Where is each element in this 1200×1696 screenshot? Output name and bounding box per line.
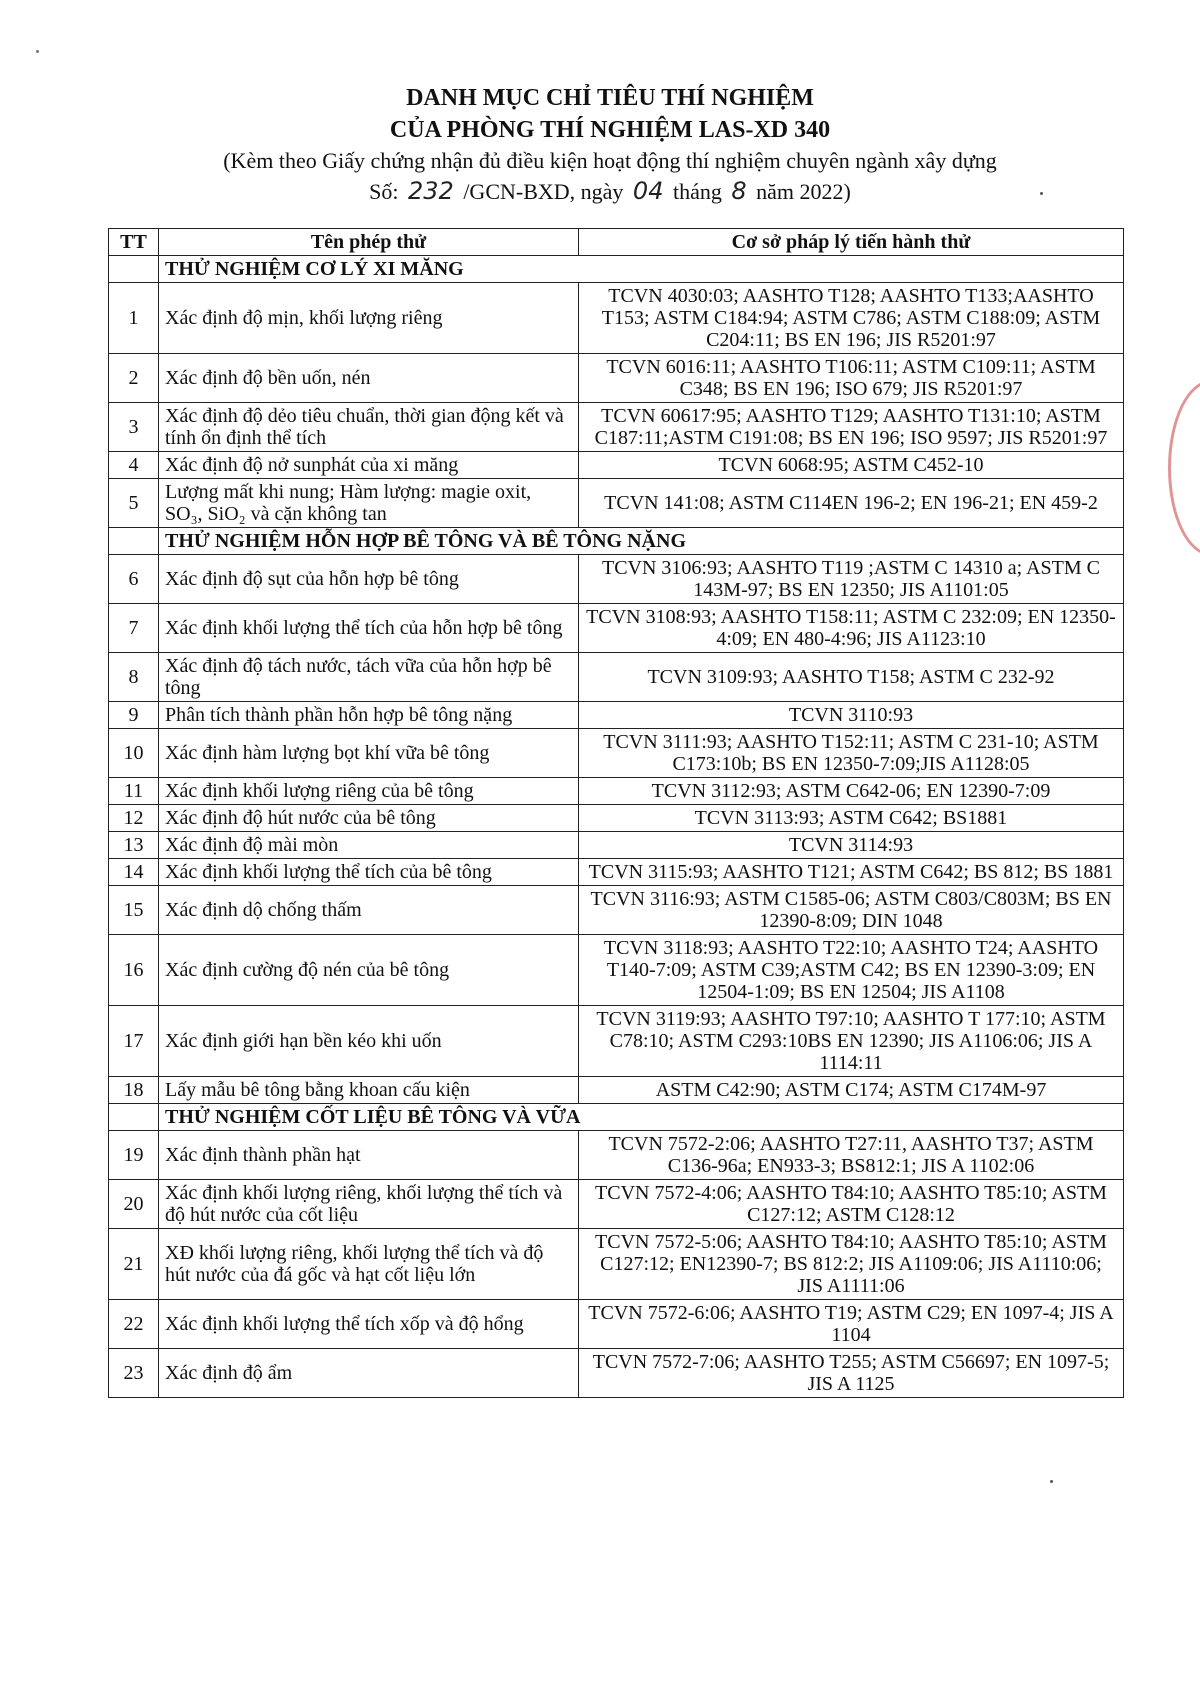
- row-number: 9: [109, 702, 159, 729]
- table-row: [109, 555, 1124, 604]
- row-number: 10: [109, 729, 159, 778]
- test-name: Xác định độ tách nước, tách vữa của hỗn hợp bê tông: [159, 653, 579, 702]
- row-number: 15: [109, 886, 159, 935]
- section-row: [109, 528, 1124, 555]
- row-number: 7: [109, 604, 159, 653]
- table-row: [109, 859, 1124, 886]
- legal-basis: TCVN 3119:93; AASHTO T97:10; AASHTO T 177:10; ASTM C78:10; ASTM C293:10BS EN 12390; JIS A1106:06; JIS A 1114:11: [579, 1006, 1124, 1077]
- document-title-line1: DANH MỤC CHỈ TIÊU THÍ NGHIỆM: [406, 85, 814, 111]
- legal-basis: TCVN 141:08; ASTM C114EN 196-2; EN 196-21; EN 459-2: [579, 479, 1124, 528]
- legal-basis: TCVN 3109:93; AASHTO T158; ASTM C 232-92: [579, 653, 1124, 702]
- test-name: Xác định khối lượng riêng của bê tông: [159, 778, 579, 805]
- row-number: 17: [109, 1006, 159, 1077]
- legal-basis: TCVN 3106:93; AASHTO T119 ;ASTM C 14310 a; ASTM C 143M-97; BS EN 12350; JIS A1101:05: [579, 555, 1124, 604]
- row-number: 4: [109, 452, 159, 479]
- table-row: [109, 1180, 1124, 1229]
- legal-basis: ASTM C42:90; ASTM C174; ASTM C174M-97: [579, 1077, 1124, 1104]
- day-handwritten: 04: [632, 177, 664, 205]
- header-test-name: Tên phép thử: [159, 229, 579, 256]
- table-row: [109, 935, 1124, 1006]
- so-label: Số:: [369, 179, 399, 204]
- table-row: [109, 1131, 1124, 1180]
- table-row: [109, 452, 1124, 479]
- so-suffix: /GCN-BXD, ngày: [463, 179, 624, 204]
- test-name: Xác định cường độ nén của bê tông: [159, 935, 579, 1006]
- row-number: 1: [109, 283, 159, 354]
- nam-label: năm 2022): [756, 179, 851, 204]
- legal-basis: TCVN 3118:93; AASHTO T22:10; AASHTO T24; AASHTO T140-7:09; ASTM C39;ASTM C42; BS EN 12390-3:09; EN 12504-1:09; BS EN 12504; JIS A1108: [579, 935, 1124, 1006]
- legal-basis: TCVN 7572-7:06; AASHTO T255; ASTM C56697; EN 1097-5; JIS A 1125: [579, 1349, 1124, 1398]
- row-number: 13: [109, 832, 159, 859]
- legal-basis: TCVN 60617:95; AASHTO T129; AASHTO T131:10; ASTM C187:11;ASTM C191:08; BS EN 196; ISO 9597; JIS R5201:97: [579, 403, 1124, 452]
- section-tt-cell: [109, 256, 159, 283]
- table-row: [109, 283, 1124, 354]
- test-name: Xác định hàm lượng bọt khí vữa bê tông: [159, 729, 579, 778]
- test-name: Xác định độ mài mòn: [159, 832, 579, 859]
- test-catalog-table: [108, 228, 1124, 1398]
- legal-basis: TCVN 4030:03; AASHTO T128; AASHTO T133;AASHTO T153; ASTM C184:94; ASTM C786; ASTM C188:09; ASTM C204:11; BS EN 196; JIS R5201:97: [579, 283, 1124, 354]
- table-row: [109, 886, 1124, 935]
- legal-basis: TCVN 6016:11; AASHTO T106:11; ASTM C109:11; ASTM C348; BS EN 196; ISO 679; JIS R5201:97: [579, 354, 1124, 403]
- legal-basis: TCVN 6068:95; ASTM C452-10: [579, 452, 1124, 479]
- header-tt: TT: [109, 229, 159, 256]
- test-name: XĐ khối lượng riêng, khối lượng thể tích và độ hút nước của đá gốc và hạt cốt liệu lớn: [159, 1229, 579, 1300]
- row-number: 8: [109, 653, 159, 702]
- row-number: 19: [109, 1131, 159, 1180]
- table-row: [109, 653, 1124, 702]
- table-row: [109, 1077, 1124, 1104]
- table-row: [109, 403, 1124, 452]
- row-number: 6: [109, 555, 159, 604]
- legal-basis: TCVN 3111:93; AASHTO T152:11; ASTM C 231-10; ASTM C173:10b; BS EN 12350-7:09;JIS A1128:05: [579, 729, 1124, 778]
- row-number: 3: [109, 403, 159, 452]
- test-name: Xác định độ hút nước của bê tông: [159, 805, 579, 832]
- table-row: [109, 1300, 1124, 1349]
- table-row: [109, 354, 1124, 403]
- test-name: Lấy mẫu bê tông bằng khoan cấu kiện: [159, 1077, 579, 1104]
- header-legal-basis: Cơ sở pháp lý tiến hành thử: [579, 229, 1124, 256]
- test-name: Phân tích thành phần hỗn hợp bê tông nặng: [159, 702, 579, 729]
- document-header: [110, 82, 1110, 207]
- test-name: Xác định khối lượng riêng, khối lượng thể tích và độ hút nước của cốt liệu: [159, 1180, 579, 1229]
- row-number: 21: [109, 1229, 159, 1300]
- test-name: Xác định thành phần hạt: [159, 1131, 579, 1180]
- table-row: [109, 1349, 1124, 1398]
- row-number: 2: [109, 354, 159, 403]
- table-row: [109, 1229, 1124, 1300]
- table-row: [109, 479, 1124, 528]
- table-row: [109, 729, 1124, 778]
- test-name: Xác định độ ẩm: [159, 1349, 579, 1398]
- section-title: THỬ NGHIỆM CỐT LIỆU BÊ TÔNG VÀ VỮA: [159, 1104, 1124, 1131]
- test-name: Xác định khối lượng thể tích của hỗn hợp bê tông: [159, 604, 579, 653]
- test-name: Xác định khối lượng thể tích xốp và độ hổng: [159, 1300, 579, 1349]
- section-tt-cell: [109, 528, 159, 555]
- test-name: Xác định khối lượng thể tích của bê tông: [159, 859, 579, 886]
- document-subtitle: (Kèm theo Giấy chứng nhận đủ điều kiện hoạt động thí nghiệm chuyên ngành xây dựng: [223, 148, 997, 173]
- row-number: 11: [109, 778, 159, 805]
- row-number: 12: [109, 805, 159, 832]
- test-name: Xác định độ bền uốn, nén: [159, 354, 579, 403]
- legal-basis: TCVN 3110:93: [579, 702, 1124, 729]
- test-name: Xác định độ nở sunphát của xi măng: [159, 452, 579, 479]
- certificate-number-handwritten: 232: [408, 177, 454, 205]
- legal-basis: TCVN 7572-4:06; AASHTO T84:10; AASHTO T85:10; ASTM C127:12; ASTM C128:12: [579, 1180, 1124, 1229]
- row-number: 22: [109, 1300, 159, 1349]
- table-row: [109, 832, 1124, 859]
- scan-speck: [1040, 192, 1043, 195]
- legal-basis: TCVN 3108:93; AASHTO T158:11; ASTM C 232:09; EN 12350-4:09; EN 480-4:96; JIS A1123:10: [579, 604, 1124, 653]
- test-name: Lượng mất khi nung; Hàm lượng: magie oxit, SO₃, SiO₂ và cặn không tan: [159, 479, 579, 528]
- table-body: [109, 256, 1124, 1398]
- certificate-reference: [110, 176, 1110, 207]
- row-number: 23: [109, 1349, 159, 1398]
- legal-basis: TCVN 3116:93; ASTM C1585-06; ASTM C803/C803M; BS EN 12390-8:09; DIN 1048: [579, 886, 1124, 935]
- table-row: [109, 805, 1124, 832]
- section-title: THỬ NGHIỆM CƠ LÝ XI MĂNG: [159, 256, 1124, 283]
- test-name: Xác định độ mịn, khối lượng riêng: [159, 283, 579, 354]
- legal-basis: TCVN 7572-2:06; AASHTO T27:11, AASHTO T37; ASTM C136-96a; EN933-3; BS812:1; JIS A 1102:06: [579, 1131, 1124, 1180]
- section-tt-cell: [109, 1104, 159, 1131]
- table-header-row: [109, 229, 1124, 256]
- row-number: 20: [109, 1180, 159, 1229]
- legal-basis: TCVN 7572-6:06; AASHTO T19; ASTM C29; EN 1097-4; JIS A 1104: [579, 1300, 1124, 1349]
- legal-basis: TCVN 3112:93; ASTM C642-06; EN 12390-7:09: [579, 778, 1124, 805]
- row-number: 16: [109, 935, 159, 1006]
- section-title: THỬ NGHIỆM HỖN HỢP BÊ TÔNG VÀ BÊ TÔNG NẶNG: [159, 528, 1124, 555]
- scan-speck: [36, 50, 39, 53]
- legal-basis: TCVN 3113:93; ASTM C642; BS1881: [579, 805, 1124, 832]
- row-number: 5: [109, 479, 159, 528]
- legal-basis: TCVN 3114:93: [579, 832, 1124, 859]
- test-name: Xác định độ dẻo tiêu chuẩn, thời gian động kết và tính ổn định thể tích: [159, 403, 579, 452]
- legal-basis: TCVN 7572-5:06; AASHTO T84:10; AASHTO T85:10; ASTM C127:12; EN12390-7; BS 812:2; JIS A1109:06; JIS A1110:06; JIS A1111:06: [579, 1229, 1124, 1300]
- table-row: [109, 1006, 1124, 1077]
- table-row: [109, 702, 1124, 729]
- table-row: [109, 604, 1124, 653]
- legal-basis: TCVN 3115:93; AASHTO T121; ASTM C642; BS 812; BS 1881: [579, 859, 1124, 886]
- test-name: Xác định giới hạn bền kéo khi uốn: [159, 1006, 579, 1077]
- scan-speck: [1050, 1480, 1053, 1483]
- table-row: [109, 778, 1124, 805]
- month-handwritten: 8: [731, 177, 747, 205]
- red-seal-stamp: [1168, 380, 1200, 556]
- test-name: Xác định dộ chống thấm: [159, 886, 579, 935]
- row-number: 18: [109, 1077, 159, 1104]
- row-number: 14: [109, 859, 159, 886]
- test-name: Xác định độ sụt của hỗn hợp bê tông: [159, 555, 579, 604]
- document-title-line2: CỦA PHÒNG THÍ NGHIỆM LAS-XD 340: [389, 117, 831, 143]
- section-row: [109, 1104, 1124, 1131]
- section-row: [109, 256, 1124, 283]
- thang-label: tháng: [672, 179, 722, 204]
